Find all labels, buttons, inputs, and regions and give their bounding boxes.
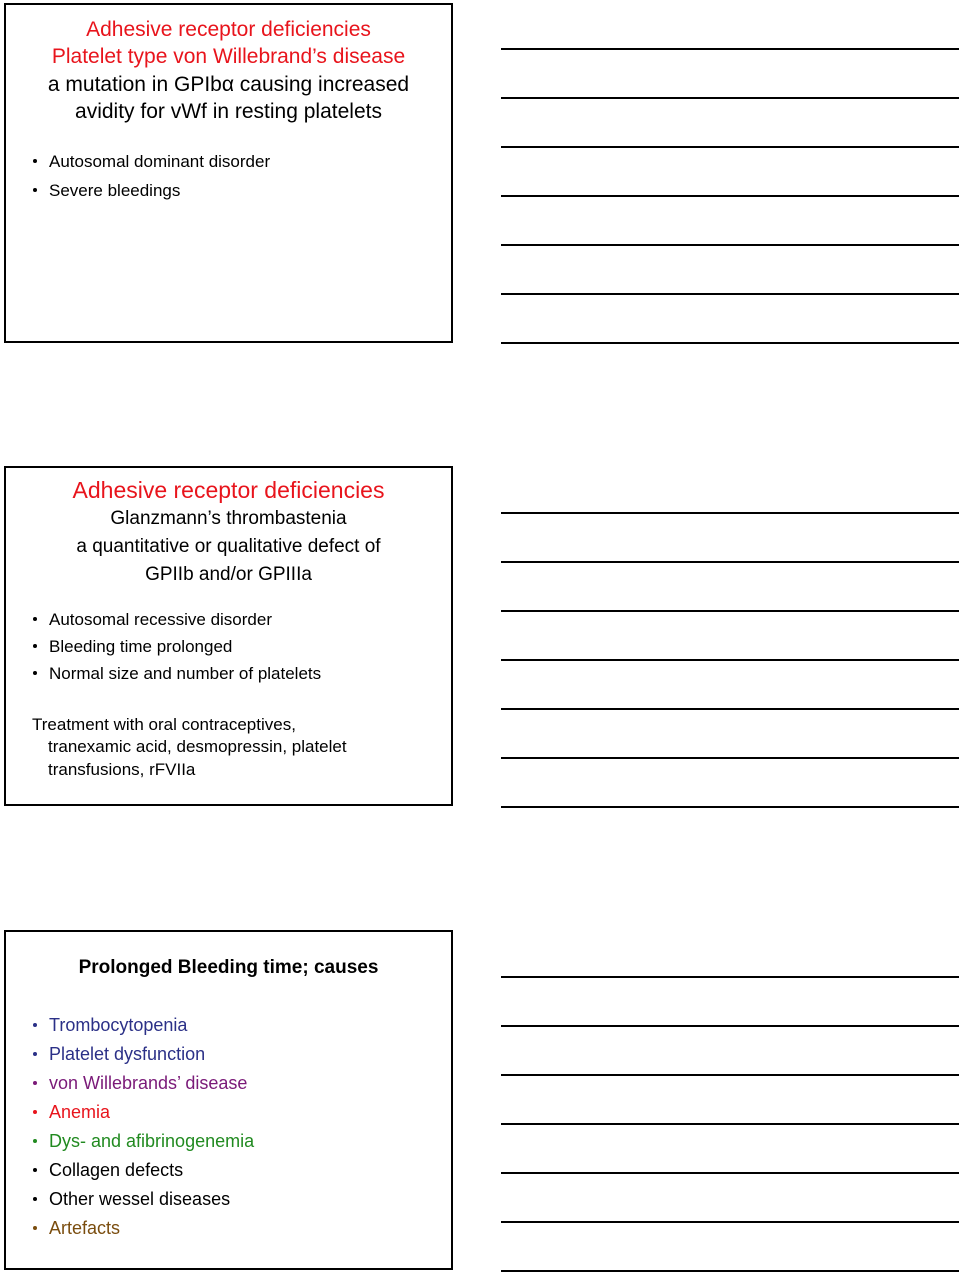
treatment-line: transfusions, rFVIIa: [48, 759, 196, 779]
note-line: [501, 244, 959, 246]
note-line: [501, 1172, 959, 1174]
slide-1-title-line: Adhesive receptor deficiencies: [86, 18, 371, 41]
slide-2-title-line: a quantitative or qualitative defect of: [76, 536, 381, 557]
slide-2-title-line: GPIIb and/or GPIIIa: [145, 564, 312, 585]
slide-3: [4, 930, 453, 1270]
note-line: [501, 293, 959, 295]
note-line: [501, 610, 959, 612]
treatment-line: tranexamic acid, desmopressin, platelet: [48, 737, 347, 757]
bullet-item: Artefacts: [32, 1214, 254, 1243]
slide-1-title-line: Platelet type von Willebrand’s disease: [51, 45, 406, 69]
note-line: [501, 48, 959, 50]
bullet-item: Bleeding time prolonged: [32, 633, 321, 660]
note-line: [501, 97, 959, 99]
bullet-item: Autosomal dominant disorder: [32, 147, 270, 176]
slide-3-title: [6, 956, 451, 980]
bullet-item: von Willebrands’ disease: [32, 1069, 254, 1098]
slide-2-title: [6, 476, 451, 589]
bullet-item: Collagen defects: [32, 1156, 254, 1185]
note-line: [501, 1123, 959, 1125]
note-line: [501, 976, 959, 978]
slide-2-title-line: Glanzmann’s thrombastenia: [110, 508, 347, 529]
note-line: [501, 708, 959, 710]
bullet-item: Severe bleedings: [32, 176, 270, 205]
note-line: [501, 512, 959, 514]
slide-2: [4, 466, 453, 806]
note-line: [501, 561, 959, 563]
note-line: [501, 1074, 959, 1076]
slide-1-title-line: avidity for vWf in resting platelets: [75, 99, 382, 123]
bullet-item: Trombocytopenia: [32, 1011, 254, 1040]
note-line: [501, 195, 959, 197]
treatment-line: Treatment with oral contraceptives,: [32, 715, 296, 734]
bullet-item: Platelet dysfunction: [32, 1040, 254, 1069]
slide-1-bullet-list: [32, 147, 270, 205]
slide-3-title-line: Prolonged Bleeding time; causes: [78, 957, 379, 978]
note-line: [501, 1221, 959, 1223]
note-line: [501, 757, 959, 759]
bullet-item: Other wessel diseases: [32, 1185, 254, 1214]
note-line: [501, 806, 959, 808]
note-line: [501, 146, 959, 148]
note-line: [501, 342, 959, 344]
slide-3-bullet-list: [32, 1011, 254, 1243]
slide-1: [4, 3, 453, 343]
bullet-item: Normal size and number of platelets: [32, 660, 321, 687]
note-line: [501, 659, 959, 661]
note-line: [501, 1025, 959, 1027]
bullet-item: Dys- and afibrinogenemia: [32, 1127, 254, 1156]
slide-1-title-line: a mutation in GPIbα causing increased: [47, 72, 410, 96]
bullet-item: Autosomal recessive disorder: [32, 606, 321, 633]
treatment-paragraph: [32, 714, 347, 781]
slide-2-bullet-list: [32, 606, 321, 687]
slide-2-title-line: Adhesive receptor deficiencies: [72, 477, 385, 503]
slide-1-title: [6, 16, 451, 125]
bullet-item: Anemia: [32, 1098, 254, 1127]
